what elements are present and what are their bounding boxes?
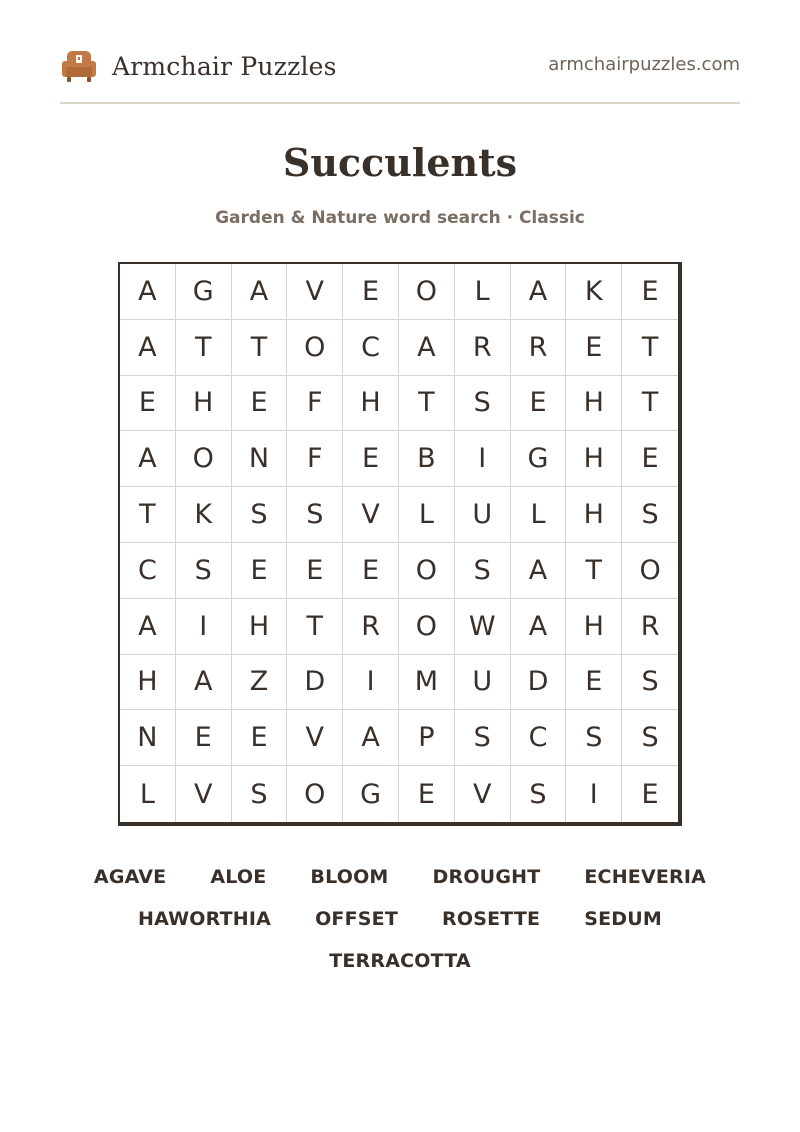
grid-cell[interactable]: G [343,766,399,822]
grid-cell[interactable]: T [120,487,176,543]
grid-cell[interactable]: E [120,376,176,432]
grid-cell[interactable]: O [399,543,455,599]
grid-cell[interactable]: K [176,487,232,543]
grid-cell[interactable]: S [622,655,678,711]
grid-cell[interactable]: E [511,376,567,432]
grid-cell[interactable]: E [641,778,659,810]
grid-cell[interactable]: P [399,710,455,766]
grid-cell[interactable]: A [176,655,232,711]
word-list-row [307,940,493,982]
grid-cell[interactable]: S [232,766,288,822]
grid-cell[interactable]: S [455,710,511,766]
grid-cell[interactable]: E [622,431,678,487]
grid-cell[interactable]: E [176,710,232,766]
grid-cell[interactable]: E [232,710,288,766]
grid-cell[interactable]: I [566,766,622,822]
grid-cell[interactable]: I [176,599,232,655]
page-header [60,40,740,90]
grid-cell[interactable]: N [232,431,288,487]
grid-cell[interactable]: C [343,320,399,376]
grid-cell[interactable]: F [287,431,343,487]
grid-cell[interactable]: H [176,376,232,432]
grid-cell[interactable]: S [455,376,511,432]
grid-cell[interactable]: R [343,599,399,655]
puzzle-title: Succulents [282,140,518,185]
grid-cell[interactable]: Z [232,655,288,711]
grid-cell[interactable]: H [343,376,399,432]
armchair-icon [60,47,98,85]
grid-cell[interactable]: V [176,766,232,822]
grid-cell[interactable]: I [455,431,511,487]
grid-cell[interactable]: G [176,264,232,320]
grid-cell[interactable]: E [232,543,288,599]
grid-cell[interactable]: O [399,264,455,320]
grid-cell[interactable]: S [622,710,678,766]
word-list-item: ECHEVERIA [584,866,707,888]
grid-cell[interactable]: E [399,766,455,822]
grid-cell[interactable]: A [120,264,176,320]
grid-cell[interactable]: E [343,264,399,320]
grid-cell[interactable]: S [287,487,343,543]
word-list-row [116,898,684,940]
grid-cell[interactable]: L [399,487,455,543]
grid-cell[interactable]: V [287,710,343,766]
grid-cell[interactable]: E [566,655,622,711]
grid-cell[interactable]: S [566,710,622,766]
grid-cell[interactable]: T [232,320,288,376]
grid-cell[interactable]: C [511,710,567,766]
word-list-item: ALOE [210,866,267,888]
brand[interactable] [60,46,337,86]
grid-cell[interactable]: U [455,487,511,543]
grid-cell[interactable]: M [399,655,455,711]
grid-cell[interactable]: H [120,655,176,711]
grid-cell[interactable]: U [455,655,511,711]
word-list-item: DROUGHT [432,866,541,888]
grid-cell[interactable]: N [120,710,176,766]
grid-cell[interactable]: V [455,766,511,822]
grid-cell[interactable]: E [566,320,622,376]
site-url-link[interactable]: armchairpuzzles.com [548,54,740,75]
grid-cell[interactable]: G [511,431,567,487]
grid-cell[interactable]: V [287,264,343,320]
grid-cell[interactable]: R [511,320,567,376]
grid-cell[interactable]: D [511,655,567,711]
grid-cell[interactable]: H [566,487,622,543]
word-list-row [72,856,728,898]
grid-cell[interactable]: A [232,264,288,320]
grid-cell[interactable]: T [566,543,622,599]
grid-cell[interactable]: E [232,376,288,432]
grid-cell[interactable]: T [176,320,232,376]
grid-cell[interactable]: O [176,431,232,487]
grid-cell[interactable]: W [455,599,511,655]
brand-name: Armchair Puzzles [112,51,337,81]
grid-cell[interactable]: F [287,376,343,432]
grid-cell[interactable]: S [511,766,567,822]
grid-cell[interactable]: A [399,320,455,376]
grid-cell[interactable]: L [120,766,176,822]
word-search-grid [118,262,682,826]
grid-cell[interactable]: V [343,487,399,543]
grid-cell[interactable]: H [566,599,622,655]
grid-cell[interactable]: K [566,264,622,320]
grid-cell[interactable]: A [343,710,399,766]
word-list-item: TERRACOTTA [329,950,471,972]
grid-cell[interactable]: E [622,264,678,320]
grid-cell[interactable]: O [287,320,343,376]
grid-cell[interactable]: A [120,431,176,487]
grid-cell[interactable]: I [343,655,399,711]
grid-cell[interactable]: T [622,320,678,376]
grid-cell[interactable]: D [287,655,343,711]
word-list [60,856,740,982]
grid-cell[interactable]: R [622,599,678,655]
word-list-item: AGAVE [93,866,167,888]
grid-cell[interactable]: L [455,264,511,320]
grid-cell[interactable]: A [120,320,176,376]
grid-cell[interactable]: E [287,543,343,599]
grid-cell[interactable]: A [120,599,176,655]
grid-cell[interactable]: C [120,543,176,599]
grid-cell[interactable]: A [511,543,567,599]
grid-cell[interactable]: T [622,376,678,432]
grid-cell[interactable]: R [455,320,511,376]
grid-cell[interactable]: T [287,599,343,655]
word-list-item: BLOOM [310,866,389,888]
grid-cell[interactable]: L [511,487,567,543]
word-list-item: OFFSET [315,908,399,930]
word-list-item: SEDUM [584,908,662,930]
grid-cell[interactable]: B [399,431,455,487]
grid-cell[interactable]: S [455,543,511,599]
grid-cell[interactable]: H [566,376,622,432]
grid-cell[interactable]: T [399,376,455,432]
grid-cell[interactable]: S [622,487,678,543]
grid-cell[interactable]: A [511,599,567,655]
grid-cell[interactable]: H [232,599,288,655]
grid-cell[interactable]: O [622,543,678,599]
grid-cell[interactable]: E [343,431,399,487]
grid-cell[interactable]: S [176,543,232,599]
word-list-item: ROSETTE [442,908,541,930]
grid-cell[interactable]: H [566,431,622,487]
grid-cell[interactable]: A [511,264,567,320]
grid-cell[interactable]: O [399,599,455,655]
grid-cell[interactable]: O [287,766,343,822]
word-list-item: HAWORTHIA [138,908,272,930]
grid-cell[interactable]: E [343,543,399,599]
header-divider [60,102,740,104]
puzzle-subtitle: Garden & Nature word search · Classic [215,208,585,228]
grid-cell[interactable]: S [232,487,288,543]
